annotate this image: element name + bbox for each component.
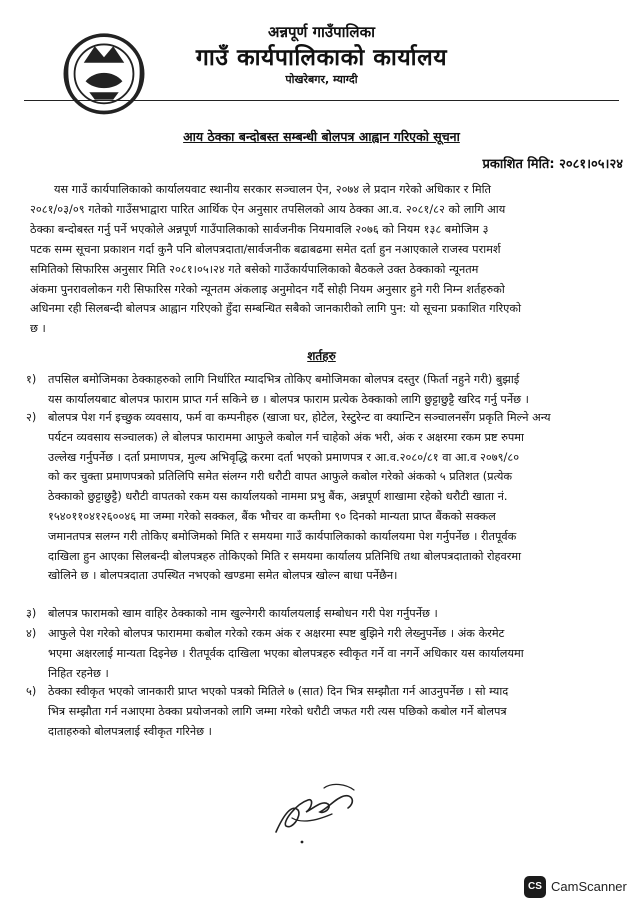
camscanner-label: CamScanner (551, 879, 627, 894)
condition-number: १) (26, 373, 37, 386)
office-location: पोखरेबगर, म्याग्दी (285, 73, 358, 86)
intro-line: अंकमा पुनरावलोकन गरी सिफारिस गरेको न्यूनतम अंकलाइ अनुमोदन गर्दै सोही नियम अनुसार हुने गरी निम्न शर्तहरुको (30, 282, 505, 296)
office-title: गाउँ कार्यपालिकाको कार्यालय (195, 45, 448, 71)
condition-item (26, 370, 624, 410)
office-name: अन्नपूर्ण गाउँपालिका (267, 23, 375, 41)
condition-line: दाखिला हुन आएका सिलबन्दी बोलपत्रहरु तोकिएको मिति र समयमा कार्यालय प्रतिनिधि तथा बोलपत्रदाताको रोहवरमा (48, 549, 522, 563)
condition-line: आफुले पेश गरेको बोलपत्र फाराममा कबोल गरेको रकम अंक र अक्षरमा स्पष्ट बुझिने गरी लेख्नुपर्नेछ । अंक केरमेट (48, 627, 505, 640)
condition-number: ३) (26, 607, 37, 620)
condition-line: भएमा अक्षरलाई मान्यता दिइनेछ । रीतपूर्वक दाखिला भएका बोलपत्रहरु स्वीकृत गर्ने वा नगर्ने अधिकार यस कार्यालयमा (48, 646, 524, 660)
intro-line: पटक सम्म सूचना प्रकाशन गर्दा कुनै पनि बोलपत्रदाता/सार्वजनीक बढाबढमा समेत दर्ता हुन नआएकाले राजस्व परामर्श (30, 242, 501, 256)
condition-line: को कर चुक्ता प्रमाणपत्रको प्रतिलिपि समेत संलग्न गरी धरौटी वापत आफुले कबोल गरेको अंकको ५ प्रतिशत (प्रत्येक (48, 470, 513, 484)
conditions-heading: शर्तहरु (307, 349, 336, 363)
condition-line: यस कार्यालयबाट बोलपत्र फाराम प्राप्त गर्न सकिने छ । बोलपत्र फाराम प्रत्येक ठेक्काको लागि छुट्टाछुट्टै खरिद गर्नु पर्नेछ । (48, 392, 529, 406)
intro-line: समितिको सिफारिस अनुसार मिति २०८१।०५।२४ गते बसेको गाउँकार्यपालिकाको बैठकले उक्त ठेक्काको न्यूनतम (30, 262, 479, 276)
intro-line: २०८१/०३/०९ गतेको गाउँसभाद्वारा पारित आर्थिक ऐन अनुसार तपसिलको आय ठेक्का आ.व. २०८१/८२ को लागि आय (30, 202, 506, 216)
condition-line: १५४०११०४१२६००४६ मा जम्मा गरेको सक्कल, बैंक भौचर वा कम्तीमा ९० दिनको मान्यता प्राप्त बैंकको सक्कल (48, 509, 496, 523)
condition-line: उल्लेख गर्नुपर्नेछ । दर्ता प्रमाणपत्र, मुल्य अभिवृद्धि करमा दर्ता भएको प्रमाणपत्र र आ.व.२०८०/८१ वा आ.व २०७९/८० (48, 450, 520, 464)
condition-line: जमानतपत्र सलग्न गरी तोकिए बमोजिमको मिति र समयमा गाउँ कार्यपालिकाको कार्यालयमा पेश गर्नुपर्नेछ । रीतपूर्वक (48, 529, 517, 543)
intro-line: छ । (30, 322, 46, 336)
condition-line: दाताहरुको बोलपत्रलाई स्वीकृत गरिनेछ । (48, 724, 212, 738)
condition-item (26, 604, 624, 624)
condition-line: बोलपत्र पेश गर्न इच्छुक व्यवसाय, फर्म वा कम्पनीहरु (खाजा घर, होटेल, रेस्टुरेन्ट वा क्यान्टिन सञ्चालनसँग प्रकृति मिल्ने अन्य (48, 411, 551, 424)
condition-item (26, 408, 624, 586)
intro-line: यस गाउँ कार्यपालिकाको कार्यालयवाट स्थानीय सरकार सञ्चालन ऐन, २०७४ ले प्रदान गरेको अधिकार र मिति (54, 183, 491, 196)
condition-line: भित्र सम्झौता गर्न नआएमा ठेक्का प्रयोजनको लागि जम्मा गरेको धरौटी जफत गरी त्यस पछिको कबोल गर्ने बोलपत्र (48, 704, 507, 718)
condition-line: तपसिल बमोजिमका ठेक्काहरुको लागि निर्धारित म्यादभित्र तोकिए बमोजिमका बोलपत्र दस्तुर (फिर्ता नहुने गरी) बुझाई (48, 373, 520, 386)
condition-item (26, 624, 624, 683)
condition-line: बोलपत्र फारामको खाम वाहिर ठेक्काको नाम खुल्नेगरी कार्यालयलाई सम्बोधन गरी पेश गर्नुपर्नेछ । (48, 607, 438, 620)
intro-line: अधिनमा रही सिलबन्दी बोलपत्र आह्वान गरिएको हुँदा सम्बन्धित सबैको जानकारीको लागि पुन: यो सूचना प्रकाशित गरिएको (30, 302, 522, 316)
signature-icon (262, 774, 372, 846)
condition-line: पर्यटन व्यवसाय सञ्चालक) ले बोलपत्र फाराममा आफुले कबोल गर्न चाहेको अंक भरी, अंक र अक्षरमा रकम प्रष्ट रुपमा (48, 430, 524, 444)
condition-number: २) (26, 411, 37, 424)
condition-line: ठेक्काको छुट्टाछुट्टै) धरौटी वापतको रकम यस कार्यालयको नाममा प्रभु बैंक, अन्नपूर्ण शाखामा रहेको धरौटी खाता नं. (48, 490, 508, 504)
published-date: प्रकाशित मिति: २०८१।०५।२४ (482, 157, 623, 172)
condition-item (26, 682, 624, 741)
condition-line: खोलिने छ । बोलपत्रदाता उपस्थित नभएको खण्डमा समेत बोलपत्र खोल्न बाधा पर्नेछैन। (48, 569, 398, 583)
condition-number: ५) (26, 685, 37, 698)
header-divider (24, 100, 619, 101)
condition-number: ४) (26, 627, 37, 640)
condition-line: निहित रहनेछ । (48, 666, 109, 680)
camscanner-icon: CS (524, 876, 546, 898)
intro-line: ठेक्का बन्दोबस्त गर्नु पर्ने भएकोले अन्नपूर्ण गाउँपालिकाको सार्वजनीक नियमावलि २०७६ को नियम १३८ बमोजिम ३ (30, 222, 489, 236)
intro-paragraph (30, 180, 622, 339)
notice-title: आय ठेक्का बन्दोबस्त सम्बन्धी बोलपत्र आह्वान गरिएको सूचना (183, 129, 460, 144)
condition-line: ठेक्का स्वीकृत भएको जानकारी प्राप्त भएको पत्रको मितिले ७ (सात) दिन भित्र सम्झौता गर्न आउनुपर्नेछ । सो म्याद (48, 685, 509, 698)
